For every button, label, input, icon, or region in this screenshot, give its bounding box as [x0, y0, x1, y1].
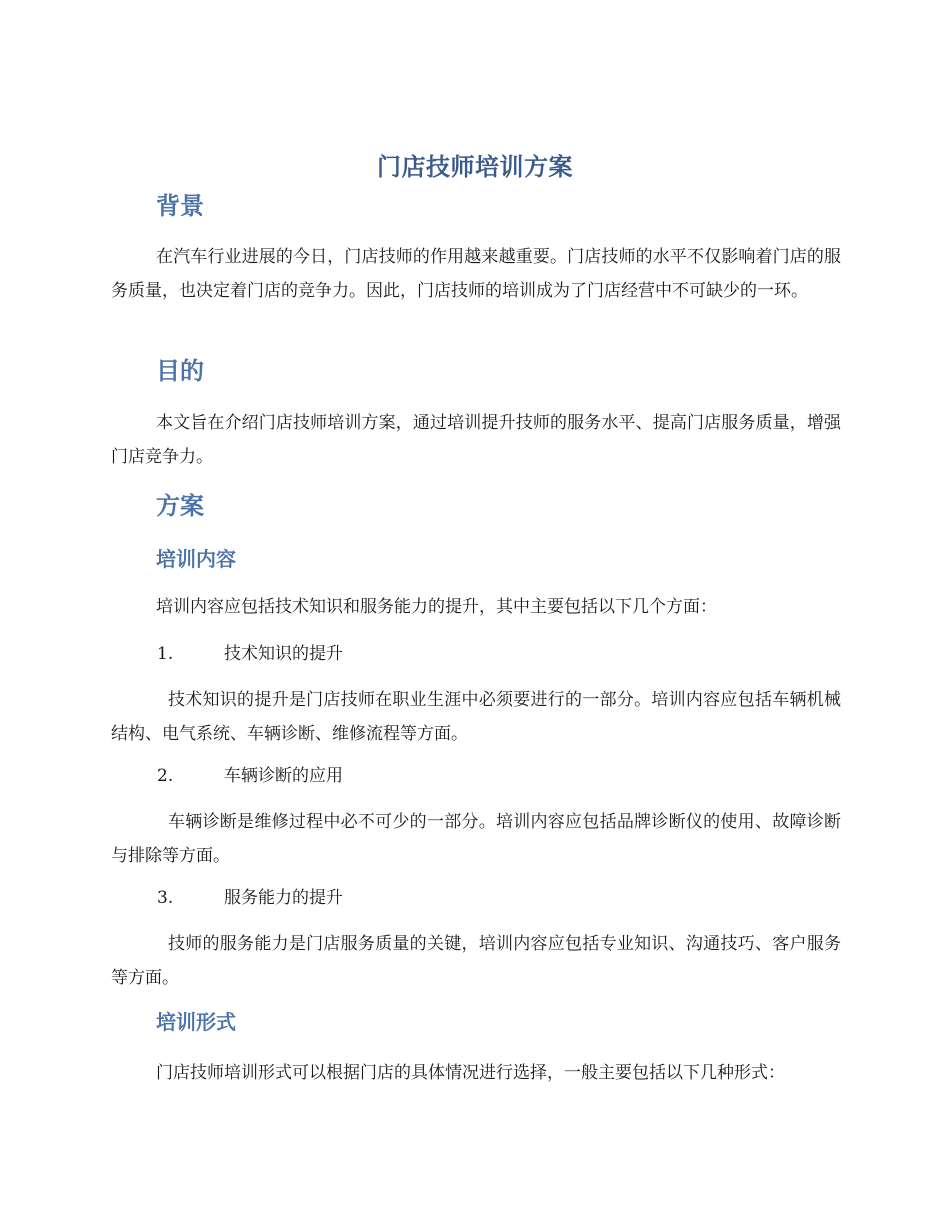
- list-number: 3.: [157, 888, 174, 908]
- document-title: 门店技师培训方案: [377, 153, 573, 181]
- paragraph-training-format: 门店技师培训形式可以根据门店的具体情况进行选择，一般主要包括以下几种形式：: [156, 1063, 785, 1083]
- paragraph-item-2: 车辆诊断是维修过程中必不可少的一部分。培训内容应包括品牌诊断仪的使用、故障诊断与排除等方面。: [111, 812, 841, 866]
- paragraph-item-1: 技术知识的提升是门店技师在职业生涯中必须要进行的一部分。培训内容应包括车辆机械结构、电气系统、车辆诊断、维修流程等方面。: [111, 690, 841, 744]
- list-item-title: 技术知识的提升: [224, 644, 343, 664]
- list-number: 1.: [157, 644, 174, 664]
- list-number: 2.: [157, 766, 174, 786]
- heading-purpose: 目的: [156, 357, 204, 385]
- list-item-title: 服务能力的提升: [224, 888, 343, 908]
- heading-training-content: 培训内容: [156, 547, 236, 571]
- heading-background: 背景: [156, 192, 204, 220]
- paragraph-purpose: 本文旨在介绍门店技师培训方案，通过培训提升技师的服务水平、提高门店服务质量，增强门店竞争力。: [111, 413, 841, 467]
- paragraph-item-3: 技师的服务能力是门店服务质量的关键，培训内容应包括专业知识、沟通技巧、客户服务等方面。: [111, 934, 841, 988]
- list-item-title: 车辆诊断的应用: [224, 766, 343, 786]
- paragraph-background: 在汽车行业进展的今日，门店技师的作用越来越重要。门店技师的水平不仅影响着门店的服务质量，也决定着门店的竞争力。因此，门店技师的培训成为了门店经营中不可缺少的一环。: [111, 247, 841, 301]
- heading-training-format: 培训形式: [156, 1010, 236, 1034]
- paragraph-training-content-intro: 培训内容应包括技术知识和服务能力的提升，其中主要包括以下几个方面：: [156, 597, 717, 617]
- heading-plan: 方案: [156, 492, 204, 520]
